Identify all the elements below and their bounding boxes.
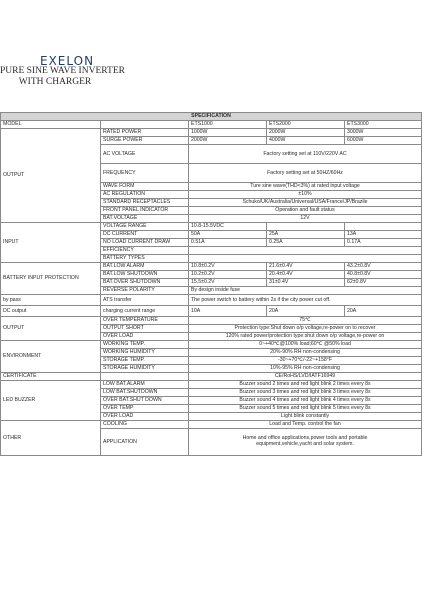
title-line-1: PURE SINE WAVE INVERTER <box>0 66 125 76</box>
cell-value: 10.2±0.2V <box>189 271 267 279</box>
row-label: VOLTAGE RANGE <box>101 223 189 231</box>
cell-value: 50A <box>189 231 267 239</box>
row-label: STANDARD RECEPTACLES <box>101 199 189 207</box>
cell-value: Buzzer sound 4 times and red light blink 4 times every 8s <box>189 397 422 405</box>
table-row <box>1 223 422 231</box>
row-label: OVER TEMPERATURE <box>101 317 189 325</box>
row-label: WORKING TEMP. <box>101 341 189 349</box>
row-label: OVER BAT.SHUT DOWN <box>101 397 189 405</box>
cell-value: 1000W <box>189 129 267 137</box>
cell-value: The power switch to battery within 2s if the city power cut off. <box>189 295 422 306</box>
cell-value <box>189 429 422 456</box>
section-environment: ENVIRONMENT <box>1 341 101 373</box>
cell-value: Ture sine wave(THD<3%) at rated input voltage <box>189 183 422 191</box>
cell-value: Buzzer sound 5 times and red light blink 5 times every 8s <box>189 405 422 413</box>
application-line-1: Home and office applications,power tools and portable <box>242 435 368 442</box>
cell-value: 20%-90% RH non-condensing <box>189 349 422 357</box>
model-label: MODEL <box>1 121 101 129</box>
table-row <box>1 381 422 389</box>
cell-value: 15.5±0.2V <box>189 279 267 287</box>
cell-value: 0.17A <box>345 239 422 247</box>
brand-logo: EXELON <box>40 54 95 68</box>
cell-value: CE/RoHS/LVD/IATF16949 <box>189 373 422 381</box>
row-label: BAT.LOW SHUTDOWN <box>101 271 189 279</box>
cell-value: 12V <box>189 215 422 223</box>
table-row <box>1 317 422 325</box>
cell-value: 13A <box>345 231 422 239</box>
model-value: ETS2000 <box>267 121 345 129</box>
application-line-2: equipment,vehicle,yacht and solar system. <box>256 441 354 447</box>
cell-value: 4000W <box>267 137 345 145</box>
cell-value: 75℃ <box>189 317 422 325</box>
cell-value: Light blink constantly <box>189 413 422 421</box>
row-label: FREQUENCY <box>101 164 189 183</box>
cell-value: 3000W <box>345 129 422 137</box>
cell-value: 40.8±0.8V <box>345 271 422 279</box>
cell-value: 10%-95% RH non-condensing <box>189 365 422 373</box>
section-led-buzzer: LED BUZZER <box>1 381 101 421</box>
row-label: RATED POWER <box>101 129 189 137</box>
table-row <box>1 306 422 317</box>
section-dc-output: DC output <box>1 306 101 317</box>
section-certificate: CERTIFICATE <box>1 373 101 381</box>
table-row <box>1 295 422 306</box>
table-row <box>1 129 422 137</box>
section-input: INPUT <box>1 223 101 263</box>
table-row <box>1 341 422 349</box>
row-label: charging current range <box>101 306 189 317</box>
cell-value: 10.8-15.5VDC <box>189 223 267 231</box>
row-label: BAT.VOLTAGE <box>101 215 189 223</box>
cell-value: 6000W <box>345 137 422 145</box>
specification-table <box>0 112 422 456</box>
section-output-protection: OUTPUT <box>1 317 101 341</box>
table-row <box>1 263 422 271</box>
row-label: LOW BAT.ALARM <box>101 381 189 389</box>
model-value: ETS3000 <box>345 121 422 129</box>
cell-value: 20A <box>267 306 345 317</box>
cell-value: 2000W <box>267 129 345 137</box>
cell-value: -30~+70℃/-22~+158°F <box>189 357 422 365</box>
cell-value <box>189 255 422 263</box>
section-bypass: by pass <box>1 295 101 306</box>
cell-value: Factory setting set at 50HZ/60Hz <box>189 164 422 183</box>
section-output: OUTPUT <box>1 129 101 223</box>
model-value: ETS1000 <box>189 121 267 129</box>
table-row <box>1 373 422 381</box>
row-label: LOW BAT.SHUTDOWN <box>101 389 189 397</box>
cell-value: ±10% <box>189 191 422 199</box>
row-label: STORAGE HUMIDITY <box>101 365 189 373</box>
section-other: OTHER <box>1 421 101 456</box>
row-label: SURGE POWER <box>101 137 189 145</box>
cell-value <box>267 223 345 231</box>
cell-value <box>189 247 422 255</box>
row-label: WORKING HUMIDITY <box>101 349 189 357</box>
row-label: WAVE FORM <box>101 183 189 191</box>
cell-value: Buzzer sound 3 times and red light blink 3 times every 8s <box>189 389 422 397</box>
cell-value <box>345 223 422 231</box>
cell-value: 0~+40℃@100% load;60℃ @50% load <box>189 341 422 349</box>
cell-value: 20.4±0.4V <box>267 271 345 279</box>
row-label: REVERSE POLARITY <box>101 287 189 295</box>
table-header-row <box>1 113 422 121</box>
cell-value: Factory setting set at 110V/220V AC <box>189 145 422 164</box>
section-battery-protection: BATTERY INPUT PROTECTION <box>1 263 101 295</box>
cell-value: 25A <box>267 231 345 239</box>
row-label: COOLING <box>101 421 189 429</box>
row-label: EFFICIENCY <box>101 247 189 255</box>
row-label: STORAGE TEMP. <box>101 357 189 365</box>
cell-value: Operation and fault status <box>189 207 422 215</box>
row-label: BAT.OVER SHUTDOWN <box>101 279 189 287</box>
row-label: NO LOAD CURRENT DRAW <box>101 239 189 247</box>
table-row <box>1 421 422 429</box>
row-label: ATS transfer <box>101 295 189 306</box>
cell-value: 0.25A <box>267 239 345 247</box>
row-label: BAT.LOW ALARM <box>101 263 189 271</box>
cell-value: Load and Temp. control the fan <box>189 421 422 429</box>
cell-value: 10A <box>189 306 267 317</box>
row-label: DC CURRENT <box>101 231 189 239</box>
cell-value: 120% rated power/protection type:shut down o/p voltage,re-power on <box>189 333 422 341</box>
product-title <box>0 66 125 88</box>
row-label <box>101 373 189 381</box>
cell-value: Schuko/UK/Australia/Universal/USA/France/JP/Brazile <box>189 199 422 207</box>
cell-value: By design inside fuse <box>189 287 422 295</box>
cell-value: 10.8±0.2V <box>189 263 267 271</box>
row-label: AC VOLTAGE <box>101 145 189 164</box>
row-label: OVER LOAD <box>101 333 189 341</box>
row-label: FRONT PANEL INDICATOR <box>101 207 189 215</box>
cell-value: 21.6±0.4V <box>267 263 345 271</box>
row-label: AC REGULATION <box>101 191 189 199</box>
cell-value: 43.2±0.8V <box>345 263 422 271</box>
cell-value: 62±0.8V <box>345 279 422 287</box>
cell-value: 20A <box>345 306 422 317</box>
cell-value: 0.51A <box>189 239 267 247</box>
row-label: BATTERY TYPES <box>101 255 189 263</box>
row-label: OVER TEMP <box>101 405 189 413</box>
cell-value: 2000W <box>189 137 267 145</box>
row-label: APPLICATION <box>101 429 189 456</box>
title-line-2: WITH CHARGER <box>18 77 92 87</box>
model-blank <box>101 121 189 129</box>
spec-header: SPECIFICATION <box>1 113 422 121</box>
table-row <box>1 121 422 129</box>
spec-sheet <box>0 112 424 582</box>
cell-value: 31±0.4V <box>267 279 345 287</box>
cell-value: Protection type:Shut down o/p voltage,re-power on to recover <box>189 325 422 333</box>
row-label: OVER LOAD <box>101 413 189 421</box>
cell-value: Buzzer sound 2 times and red light blink 2 times every 8s <box>189 381 422 389</box>
row-label: OUTPUT SHORT <box>101 325 189 333</box>
